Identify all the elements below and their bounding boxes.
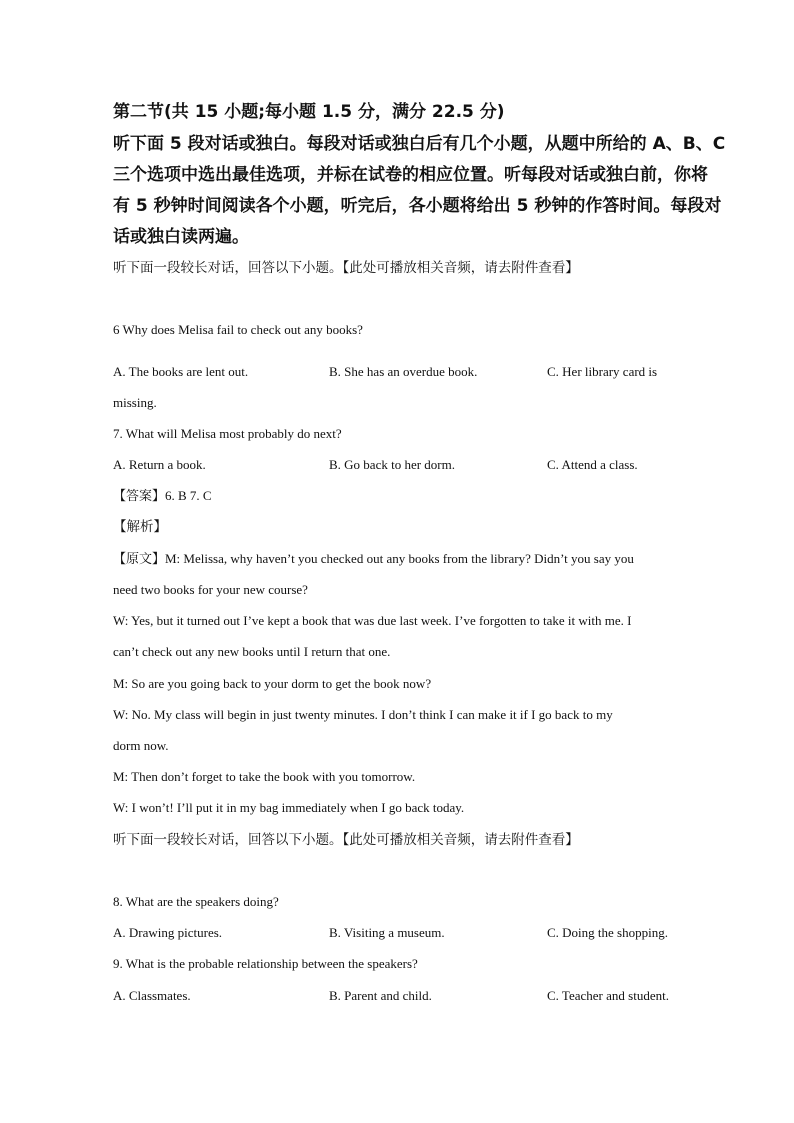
transcript-line: need two books for your new course? [113, 582, 308, 597]
transcript-line: 【原文】M: Melissa, why haven’t you checked out any books from the library? Didn’t you say you [113, 551, 634, 566]
question-7-option-c: C. Attend a class. [547, 457, 638, 472]
question-8-stem: 8. What are the speakers doing? [113, 894, 279, 909]
answer-line: 【答案】6. B 7. C [113, 488, 212, 503]
question-8-option-a: A. Drawing pictures. [113, 925, 223, 940]
question-6-option-b: B. She has an overdue book. [329, 364, 478, 379]
instruction-line: 听下面 5 段对话或独白。每段对话或独白后有几个小题，从题中所给的 A、B、C [113, 134, 726, 154]
question-7-stem: 7. What will Melisa most probably do next? [113, 426, 342, 441]
transcript-line: W: Yes, but it turned out I’ve kept a book that was due last week. I’ve forgotten to take it with me. I [113, 613, 632, 628]
instruction-line: 三个选项中选出最佳选项，并标在试卷的相应位置。听每段对话或独白前，你将 [113, 165, 708, 185]
analysis-label: 【解析】 [113, 519, 167, 535]
audio-note: 听下面一段较长对话，回答以下小题。【此处可播放相关音频，请去附件查看】 [113, 832, 579, 848]
question-7-option-b: B. Go back to her dorm. [329, 457, 456, 472]
transcript-line: M: So are you going back to your dorm to get the book now? [113, 676, 432, 691]
transcript-line: dorm now. [113, 738, 169, 753]
question-8-option-c: C. Doing the shopping. [547, 925, 668, 940]
transcript-line: W: No. My class will begin in just twenty minutes. I don’t think I can make it if I go back to my [113, 707, 613, 722]
instruction-line: 有 5 秒钟时间阅读各个小题，听完后，各小题将给出 5 秒钟的作答时间。每段对 [113, 196, 722, 216]
question-6-option-a: A. The books are lent out. [113, 364, 249, 379]
instruction-line: 话或独白读两遍。 [113, 227, 249, 247]
transcript-line: can’t check out any new books until I return that one. [113, 644, 391, 659]
question-8-option-b: B. Visiting a museum. [329, 925, 445, 940]
question-6-option-c: C. Her library card is [547, 364, 658, 379]
question-9-option-c: C. Teacher and student. [547, 988, 669, 1003]
question-6-option-c-continued: missing. [113, 395, 157, 410]
question-9-stem: 9. What is the probable relationship between the speakers? [113, 956, 418, 971]
audio-note: 听下面一段较长对话，回答以下小题。【此处可播放相关音频，请去附件查看】 [113, 260, 579, 276]
section-header: 第二节(共 15 小题;每小题 1.5 分，满分 22.5 分) [113, 102, 505, 122]
transcript-line: W: I won’t! I’ll put it in my bag immediately when I go back today. [113, 800, 465, 815]
question-9-option-a: A. Classmates. [113, 988, 191, 1003]
question-9-option-b: B. Parent and child. [329, 988, 432, 1003]
transcript-line: M: Then don’t forget to take the book with you tomorrow. [113, 769, 416, 784]
question-6-stem: 6 Why does Melisa fail to check out any books? [113, 322, 363, 337]
question-7-option-a: A. Return a book. [113, 457, 206, 472]
